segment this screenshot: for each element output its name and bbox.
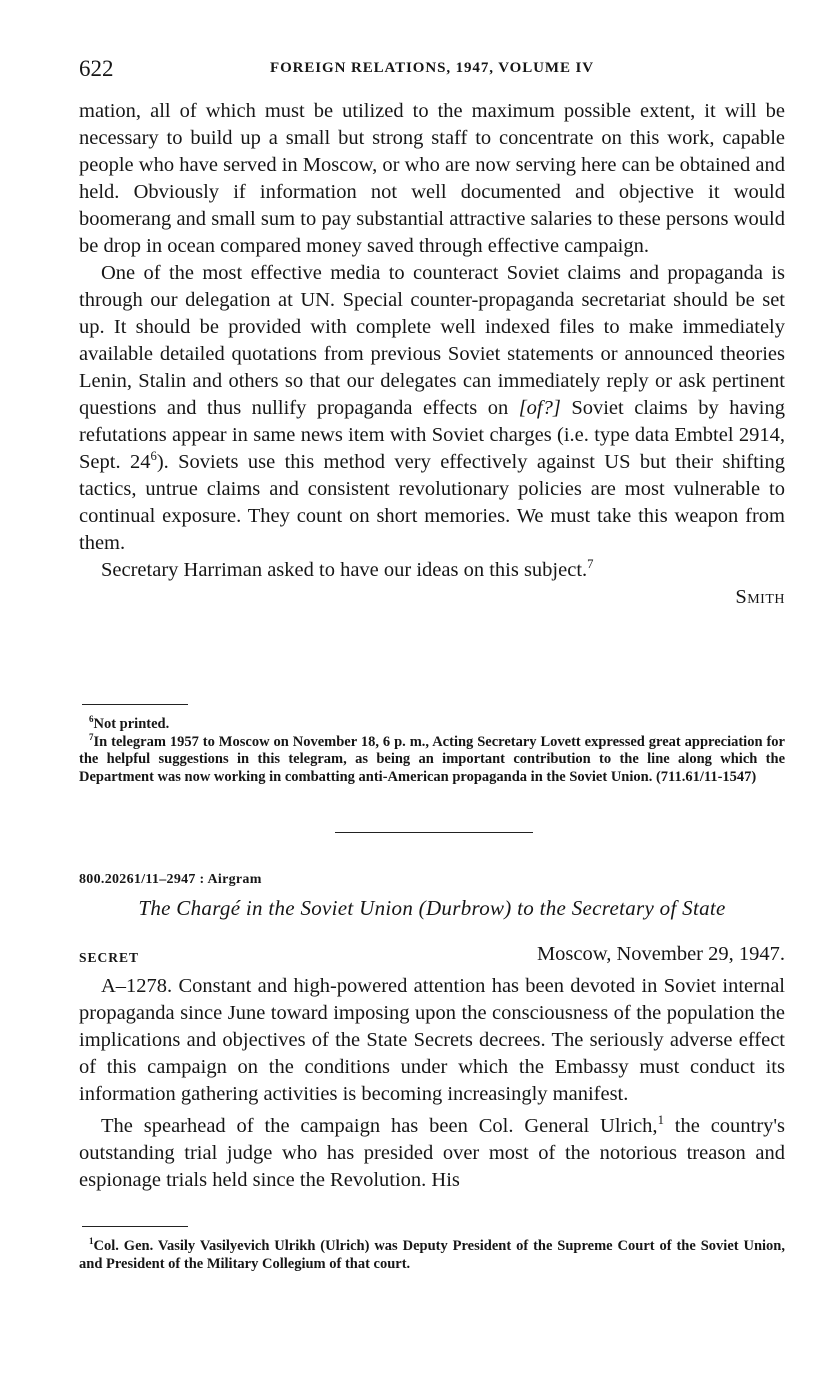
footnote <box>79 1238 785 1273</box>
paragraph <box>79 260 785 557</box>
text-run: The spearhead of the campaign has been Col. General Ulrich, <box>101 1115 658 1137</box>
text-run: One of the most effective media to counteract Soviet claims and propaganda is through our delegation at UN. Special counter-propaganda secretariat should be set up. It should be provided with complete well indexed files to make immediately available detailed quotations from previous Soviet statements or announced theories Lenin, Stalin and others so that our delegates can immediately reply or ask pertinent questions and thus nullify propaganda effects on <box>79 262 785 419</box>
footnote-ref: 1 <box>657 1113 664 1128</box>
classification-label: SECRET <box>79 950 140 965</box>
paragraph: A–1278. Constant and high-powered attention has been devoted in Soviet internal propaganda since June toward imposing upon the consciousness of the population the implications and objectives of the State Secrets decrees. The seriously adverse effect of this campaign on the conditions under which the Embassy must conduct its information gathering activities is becoming increasingly manifest. <box>79 975 785 1105</box>
page-header <box>79 56 785 84</box>
paragraph <box>79 557 785 584</box>
text-run: Soviet claims by having refutations appear in same news item with Soviet charges (i.e. type data Embtel 2914, Sept. 24 <box>79 397 785 473</box>
footnote-text: In telegram 1957 to Moscow on November 18, 6 p. m., Acting Secretary Lovett expressed great appreciation for the helpful suggestions in this telegram, as being an important contribution to the line along which the Department was now working in combatting anti-American propaganda in the Soviet Union. (711.61/11-1547) <box>79 733 785 785</box>
continuation-text <box>79 98 785 611</box>
footnote-text: Col. Gen. Vasily Vasilyevich Ulrikh (Ulrich) was Deputy President of the Supreme Court of the Soviet Union, and President of the Military Collegium of that court. <box>79 1238 785 1272</box>
footnotes-bottom <box>79 1238 785 1273</box>
footnote-ref: 6 <box>150 449 157 464</box>
editorial-insert: [of?] <box>518 397 561 419</box>
text-run: the country's outstanding trial judge who has presided over most of the notorious treason and espionage trials held since the Revolution. His <box>79 1115 785 1191</box>
footnote-text: Not printed. <box>93 716 170 732</box>
page-number: 622 <box>79 56 114 81</box>
file-reference: 800.20261/11–2947 : Airgram <box>79 872 262 887</box>
text-run: Secretary Harriman asked to have our ideas on this subject. <box>101 559 588 581</box>
footnote <box>79 731 785 787</box>
paragraph <box>79 1113 785 1194</box>
signature: Smith <box>735 586 785 608</box>
footnote-ref: 7 <box>587 557 594 572</box>
section-divider <box>335 832 533 833</box>
footnote-rule <box>82 704 188 705</box>
paragraph: mation, all of which must be utilized to the maximum possible extent, it will be necessary to build up a small but strong staff to concentrate on this work, capable people who have served in Moscow, or who are now serving here can be obtained and held. Obviously if information not well documented and objective it would boomerang and small sum to pay substantial attractive salaries to these persons would be drop in ocean compared money saved through effective campaign. <box>79 100 785 257</box>
footnote-number: 7 <box>89 731 94 742</box>
document-title: The Chargé in the Soviet Union (Durbrow) to the Secretary of State <box>138 896 726 920</box>
footnotes-top <box>79 716 785 786</box>
footnote-number: 6 <box>89 714 94 725</box>
dateline: Moscow, November 29, 1947. <box>536 943 785 965</box>
footnote-rule <box>82 1226 188 1227</box>
footnote-number: 1 <box>89 1236 94 1247</box>
footnote <box>79 716 785 734</box>
running-title: FOREIGN RELATIONS, 1947, VOLUME IV <box>270 60 594 76</box>
text-run: ). Soviets use this method very effectively against US but their shifting tactics, untrue claims and consistent revolutionary policies are most vulnerable to continual exposure. They count on short memories. We must take this weapon from them. <box>79 451 786 554</box>
document-body <box>79 973 785 1194</box>
